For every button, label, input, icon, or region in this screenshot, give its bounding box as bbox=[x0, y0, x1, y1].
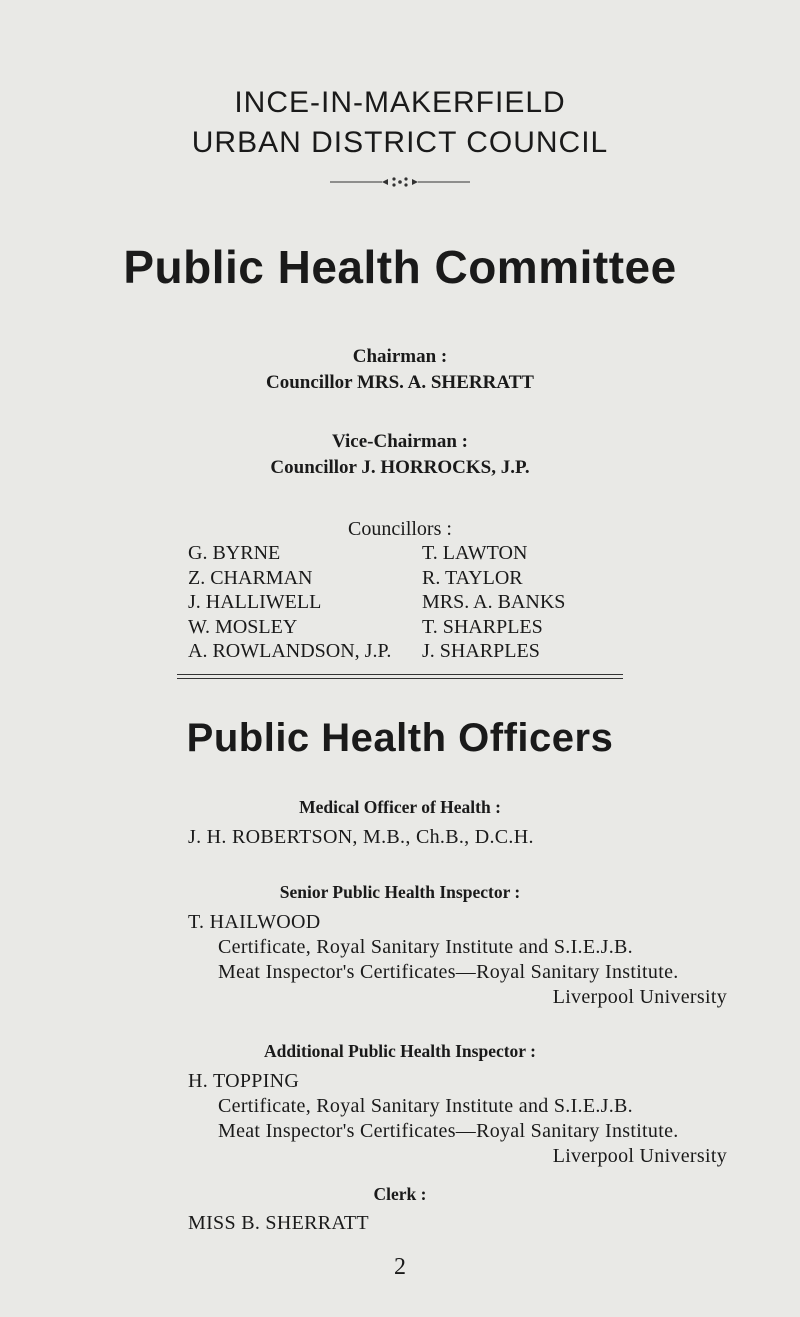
additional-inspector-qualification: Certificate, Royal Sanitary Institute and S.I.E.J.B. bbox=[218, 1095, 633, 1117]
councillor-name: J. SHARPLES bbox=[422, 640, 540, 662]
councillor-name: A. ROWLANDSON, J.P. bbox=[188, 640, 392, 662]
additional-inspector-label: Additional Public Health Inspector : bbox=[264, 1041, 536, 1061]
councillors-label: Councillors : bbox=[348, 518, 452, 540]
additional-inspector-qualification: Meat Inspector's Certificates—Royal Sanitary Institute. bbox=[218, 1120, 679, 1142]
councillor-name: T. SHARPLES bbox=[422, 615, 543, 638]
moh-name: J. H. ROBERTSON, M.B., Ch.B., D.C.H. bbox=[188, 826, 534, 848]
senior-inspector-qualification: Meat Inspector's Certificates—Royal Sanitary Institute. bbox=[218, 961, 679, 983]
additional-inspector-qualification: Liverpool University bbox=[552, 1145, 727, 1167]
senior-inspector-label: Senior Public Health Inspector : bbox=[279, 882, 521, 902]
senior-inspector-name: T. HAILWOOD bbox=[188, 911, 321, 933]
councillor-name: T. LAWTON bbox=[422, 542, 528, 564]
section-divider-top bbox=[177, 674, 623, 675]
page-number: 2 bbox=[394, 1254, 406, 1280]
councillor-name: R. TAYLOR bbox=[422, 566, 523, 589]
vice-chairman-name: Councillor J. HORROCKS, J.P. bbox=[270, 457, 530, 478]
chairman-name: Councillor MRS. A. SHERRATT bbox=[266, 372, 534, 393]
councillor-name: G. BYRNE bbox=[188, 542, 281, 564]
chairman-label: Chairman : bbox=[352, 346, 448, 367]
vice-chairman-label: Vice-Chairman : bbox=[332, 431, 468, 452]
senior-inspector-qualification: Certificate, Royal Sanitary Institute and S.I.E.J.B. bbox=[218, 936, 633, 958]
councillors-left-column bbox=[188, 541, 391, 664]
council-name-line2: URBAN DISTRICT COUNCIL bbox=[191, 126, 609, 159]
councillors-right-column bbox=[422, 541, 565, 664]
clerk-name: MISS B. SHERRATT bbox=[188, 1212, 369, 1234]
clerk-label: Clerk : bbox=[373, 1184, 427, 1204]
senior-inspector-qualification: Liverpool University bbox=[552, 986, 727, 1008]
additional-inspector-name: H. TOPPING bbox=[188, 1070, 300, 1092]
councillor-name: Z. CHARMAN bbox=[188, 566, 313, 589]
diamond-flourish-divider-icon bbox=[330, 172, 470, 192]
councillor-name: J. HALLIWELL bbox=[188, 591, 322, 613]
moh-label: Medical Officer of Health : bbox=[299, 797, 501, 817]
officers-title: Public Health Officers bbox=[186, 716, 614, 760]
council-name-line1: INCE-IN-MAKERFIELD bbox=[234, 86, 566, 119]
section-divider-bottom bbox=[177, 678, 623, 679]
councillor-name: MRS. A. BANKS bbox=[422, 591, 566, 613]
councillor-name: W. MOSLEY bbox=[188, 615, 298, 638]
committee-title: Public Health Committee bbox=[123, 241, 677, 293]
